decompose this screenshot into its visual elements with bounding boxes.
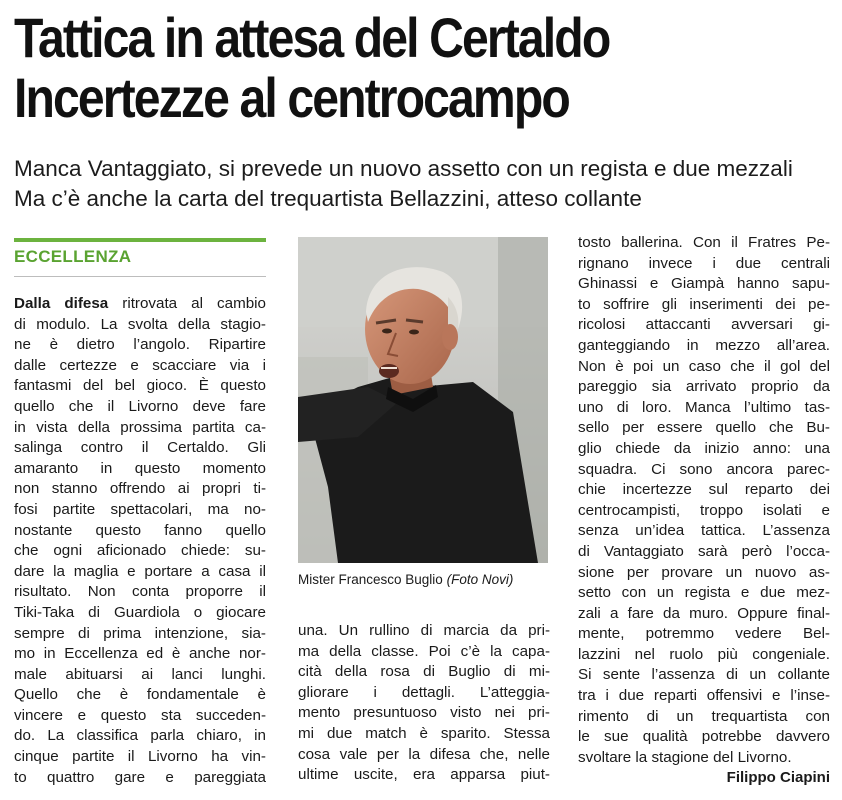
article-line: to quattro gare e pareggiata: [14, 768, 266, 786]
article-line: sello per essere quello che Bu-: [578, 419, 830, 437]
article-line: tra i due reparti offensivi e l’inse-: [578, 687, 830, 705]
article-line: [14, 294, 266, 315]
article-line: le sue qualità potrebbe davvero: [578, 728, 830, 746]
article-line: svoltare la stagione del Livorno.: [578, 748, 792, 766]
photo-credit: (Foto Novi): [446, 572, 514, 587]
article-line: Ghinassi e Giampà hanno sapu-: [578, 275, 830, 293]
article-column-3: [578, 233, 830, 768]
article-line: fosi partite spettacolari, ma no-: [14, 500, 266, 518]
lead-bold-text: Dalla difesa: [14, 295, 109, 312]
article-line: tosto ballerina. Con il Fratres Pe-: [578, 234, 830, 251]
article-line: rignano invece i due centrali: [578, 254, 830, 272]
article-line: che ogni aficionado chiede: su-: [14, 542, 266, 560]
article-line: senza un’idea tattica. L’assenza: [578, 522, 830, 540]
article-line: sempre di prima intenzione, sia-: [14, 624, 266, 642]
article-line: di Vantaggiato sarà però l’occa-: [578, 542, 830, 560]
article-line: vincere e questo sta succeden-: [14, 706, 266, 724]
section-rule: [14, 238, 266, 242]
section-label: ECCELLENZA: [14, 247, 132, 266]
article-line: nostante questo fanno quello: [14, 521, 266, 539]
coach-photo: [298, 237, 548, 563]
article-line: ne è dietro l’angolo. Ripartire: [14, 336, 266, 354]
article-column-2: [298, 621, 550, 786]
article-line: ma della classe. Poi c’è la capa-: [298, 642, 550, 660]
article-line: dalle certezze e scacciare via i: [14, 356, 266, 374]
article-line: mente, potremmo vedere Bel-: [578, 625, 830, 643]
article-line: centrocampisti, troppo isolati e: [578, 501, 830, 519]
article-line: setto con un regista e due mez-: [578, 584, 830, 602]
article-line: risultato. Non conta proporre il: [14, 583, 266, 601]
article-line: una. Un rullino di marcia da pri-: [298, 622, 550, 639]
article-line: ganteggiando in mezzo all’area.: [578, 336, 830, 354]
article-line: Non è poi un caso che il gol del: [578, 357, 830, 375]
subheadline: [14, 154, 834, 214]
article-line: male abituarsi ai lanci lunghi.: [14, 665, 266, 683]
article-line: di modulo. La svolta della stagio-: [14, 315, 266, 333]
article-column-1: [14, 294, 266, 788]
section-divider: [14, 276, 266, 277]
subheadline-line-1: Manca Vantaggiato, si prevede un nuovo assetto con un regista e due mezzali: [14, 156, 793, 181]
article-line: quello che il Livorno deve fare: [14, 397, 266, 415]
article-line: Quello che è fondamentale è: [14, 686, 266, 704]
article-line: gliorare i dettagli. L’atteggia-: [298, 683, 550, 701]
photo-caption: [298, 571, 550, 589]
article-line: ultime uscite, era apparsa piut-: [298, 766, 550, 784]
lead-rest-text: ritrovata al cambio: [108, 295, 266, 312]
coach-photo-illustration: [298, 237, 548, 563]
article-line: chie incertezze sul reparto dei: [578, 481, 830, 499]
article-line: zali a fare da muro. Oppure final-: [578, 604, 830, 622]
article-line: cinque partite il Livorno ha vin-: [14, 748, 266, 766]
article-line: non stanno offrendo ai propri ti-: [14, 480, 266, 498]
article-line: salinga contro il Certaldo. Gli: [14, 439, 266, 457]
photo-caption-text: Mister Francesco Buglio: [298, 572, 443, 587]
subheadline-line-2: Ma c’è anche la carta del trequartista Bellazzini, atteso collante: [14, 186, 642, 211]
article-line: mi due match è sparito. Stessa: [298, 724, 550, 742]
article-line: uno di loro. Manca l’ultimo tas-: [578, 398, 830, 416]
article-line: lazzini nel ruolo più congeniale.: [578, 645, 830, 663]
article-line: sione per provare un nuovo as-: [578, 563, 830, 581]
article-line: Si sente l’assenza di un collante: [578, 666, 830, 684]
article-line: cità della rosa di Buglio di mi-: [298, 663, 550, 681]
article-line: pareggio sia arrivato proprio da: [578, 378, 830, 396]
article-line: in vista della prossima partita ca-: [14, 418, 266, 436]
article-line: glio chiede da inizio anno: una: [578, 439, 830, 457]
article-line: ricolosi attaccanti avversari gi-: [578, 316, 830, 334]
headline-line-1: Tattica in attesa del Certaldo: [14, 6, 610, 69]
article-line: fantasmi del bel gioco. È questo: [14, 377, 266, 395]
author-byline: Filippo Ciapini: [726, 769, 830, 786]
article-line: dare la maglia e portare a casa il: [14, 562, 266, 580]
article-line: rimento di un trequartista con: [578, 707, 830, 725]
article-line: to soffrire gli inserimenti dei pe-: [578, 295, 830, 313]
headline: [14, 8, 719, 128]
article-line: mento presuntuoso visto nei pri-: [298, 704, 550, 722]
article-line: cosa vale per la difesa che, nelle: [298, 745, 550, 763]
article-line: do. La classifica parla chiaro, in: [14, 727, 266, 745]
article-line: Tiki-Taka di Guardiola o giocare: [14, 603, 266, 621]
headline-line-2: Incertezze al centrocampo: [14, 66, 569, 129]
article-line: mo in Eccellenza ed è anche nor-: [14, 645, 266, 663]
article-line: squadra. Ci sono ancora parec-: [578, 460, 830, 478]
article-line: amaranto in questo momento: [14, 459, 266, 477]
